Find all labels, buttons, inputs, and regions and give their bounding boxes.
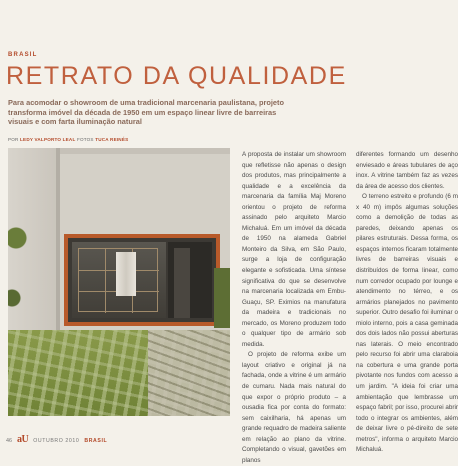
paragraph: A proposta de instalar um showroom que refletisse não apenas o design dos produtos, mas principalmente a qualidade e a excelência da marcenaria da família Maj Moreno orientou o projeto de reforma assinado pelo arquiteto Marcio Michaluá. Em um imóvel da década de 1950 na alameda Gabriel Monteiro da Silva, em São Paulo, surge a loja de configuração elegante e sofisticada. Uma síntese significativa do que se desenvolve na marcenaria localizada em Embu-Guaçu, SP. Eximios na manufatura da madeira e tradicionais no mercado, os Moreno produzem todo o qualquer tipo de armário sob medida. bbox=[242, 151, 346, 348]
paragraph: diferentes formando um desenho enviesado e áreas tubulares de aço inox. A vitrine também faz as vezes da área de acesso dos clientes. bbox=[356, 151, 458, 190]
text-column-1 bbox=[242, 150, 346, 464]
article-title: RETRATO DA QUALIDADE bbox=[6, 62, 347, 90]
byline bbox=[8, 137, 128, 142]
section-label: BRASIL bbox=[8, 52, 38, 58]
page-footer bbox=[6, 434, 107, 445]
paragraph: O terreno estreito e profundo (6 m x 40 m) impôs algumas soluções como a demolição de todas as paredes, deixando apenas os pilares estruturais. Dessa forma, os espaços internos ficaram totalmente livres de barreiras visuais e distribuídos de forma linear, como num corredor ocupado por lounge e atendimento no térreo, e os armários planejados no pavimento superior. Outro desafio foi iluminar o miolo interno, pois a casa geminada dos dois lados não possui aberturas nas laterais. O meio encontrado pelo recurso foi abrir uma claraboia na cobertura e uma grande porta pivotante nos fundos com acesso a um jardim. "A ideia foi criar uma ambientação que lembrasse um espaço fabril; por isso, procurei abrir todo o integrar os ambientes, além de deixar livre o pé-direito de sete metros", informa o arquiteto Marcio Michaluá. bbox=[356, 193, 458, 454]
byline-author: LEDY VALPORTO LEAL bbox=[20, 137, 76, 142]
issue-date: OUTUBRO 2010 bbox=[33, 438, 80, 444]
text-column-2 bbox=[356, 150, 458, 454]
paragraph: O projeto de reforma exibe um layout criativo e original já na fachada, onde a vitrine é um armário de cumaru. Nada mais natural do que expor o próprio produto – a ousadia fica por conta do formato: sem caixilharia, há apenas um grande requadro de madeira saliente em relação ao plano da vitrine. Completando o visual, gavetões em planos bbox=[242, 351, 346, 464]
article-lede: Para acomodar o showroom de uma tradicional marcenaria paulistana, projeto transforma imóvel da década de 1950 em um espaço linear livre de barreiras visuais e com farta iluminação natural bbox=[8, 98, 284, 127]
photo-shrub bbox=[214, 268, 230, 328]
byline-photographer: TUCA REINÉS bbox=[95, 137, 129, 142]
byline-photo-prefix: FOTOS bbox=[76, 137, 94, 142]
page-number: 46 bbox=[6, 438, 12, 444]
photo-garments bbox=[116, 252, 136, 296]
byline-author-prefix: POR bbox=[8, 137, 19, 142]
magazine-logo: aU bbox=[17, 434, 29, 445]
photo-paving bbox=[148, 330, 230, 416]
photo-tree bbox=[8, 208, 38, 328]
storefront-photo bbox=[8, 148, 230, 416]
photo-door bbox=[174, 248, 190, 318]
footer-section: BRASIL bbox=[84, 438, 108, 444]
